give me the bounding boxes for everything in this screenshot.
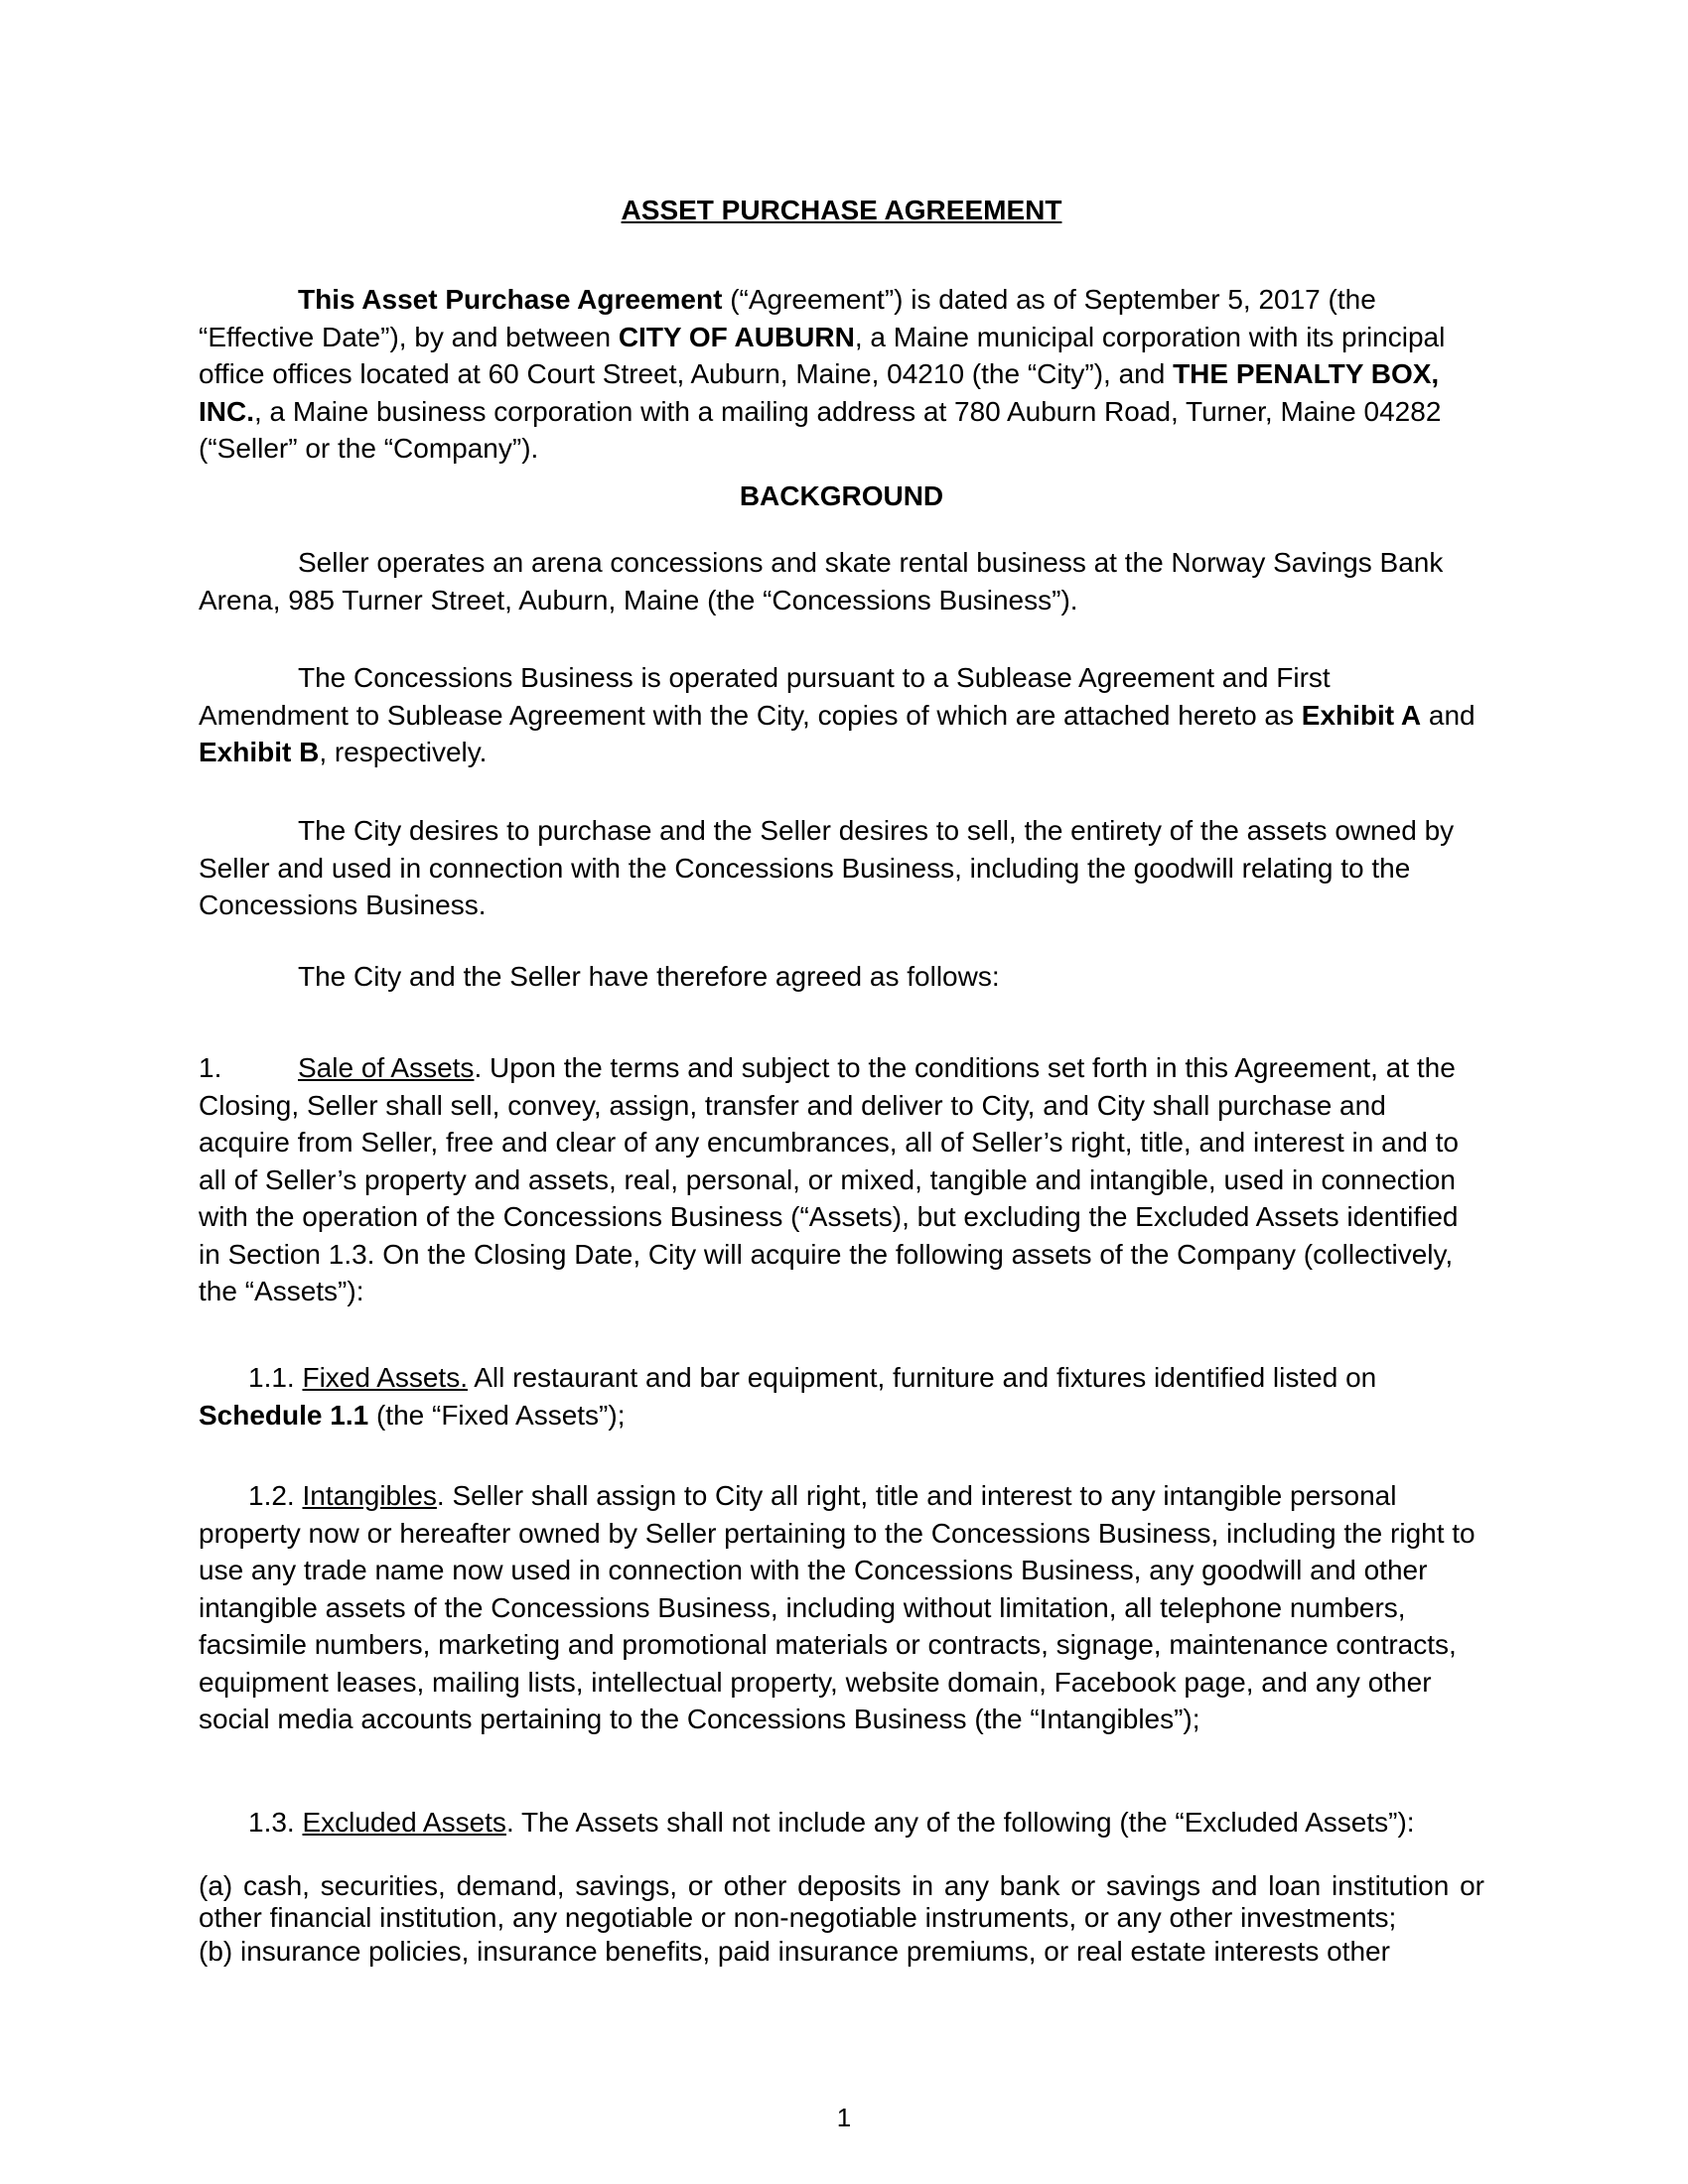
exhibit-a: Exhibit A [1301, 699, 1422, 731]
section-1-number: 1. [199, 1052, 222, 1083]
background-paragraph-2 [199, 659, 1484, 771]
excluded-item-b: (b) insurance policies, insurance benefits, paid insurance premiums, or real estate interests other [199, 1936, 1390, 1967]
section-1-sale-of-assets [199, 1049, 1484, 1310]
document-title: ASSET PURCHASE AGREEMENT [621, 195, 1062, 225]
section-1-2-intangibles [199, 1477, 1484, 1738]
bg2-text-1: The Concessions Business is operated pursuant to a Sublease Agreement and First Amendment to Sublease Agreement with the City, copies of which are attached hereto as [199, 662, 1331, 731]
intro-paragraph [199, 281, 1484, 468]
intro-text-3: , a Maine business corporation with a mailing address at 780 Auburn Road, Turner, Maine 04282 (“Seller” or the “Company”). [199, 395, 1442, 464]
exhibit-b: Exhibit B [199, 737, 320, 767]
section-1-1-heading: Fixed Assets. [302, 1362, 468, 1393]
background-paragraph-1: Seller operates an arena concessions and skate rental business at the Norway Savings Bank Arena, 985 Turner Street, Auburn, Maine (the “Concessions Business”). [199, 547, 1444, 615]
section-1-2-text: . Seller shall assign to City all right, title and interest to any intangible personal property now or hereafter owned by Seller pertaining to the Concessions Business, including the right to use any trade name now used in connection with the Concessions Business, any goodwill and other intangible assets of the Concessions Business, including without limitation, all telephone numbers, facsimile numbers, marketing and promotional materials or contracts, signage, maintenance contracts, equipment leases, mailing lists, intellectual property, website domain, Facebook page, and any other social media accounts pertaining to the Concessions Business (the “Intangibles”); [199, 1480, 1476, 1734]
agreement-name: This Asset Purchase Agreement [298, 284, 723, 315]
intro-text-1: (“Agreement”) is dated as of September 5, 2017 (the “Effective Date”), by and between [199, 284, 1376, 352]
section-1-3-heading: Excluded Assets [302, 1807, 506, 1838]
section-1-3-excluded-assets [199, 1804, 1484, 1842]
excluded-item-a: (a) cash, securities, demand, savings, or other deposits in any bank or savings and loan institution or other financial institution, any negotiable or non-negotiable instruments, or any other investments; [199, 1870, 1484, 1933]
section-1-2-number: 1.2. [248, 1480, 303, 1511]
page-number: 1 [836, 2103, 852, 2132]
section-1-1-text-1: All restaurant and bar equipment, furniture and fixtures identified listed on [468, 1362, 1377, 1393]
section-1-1-text-2: (the “Fixed Assets”); [368, 1399, 626, 1431]
section-1-heading: Sale of Assets [298, 1052, 475, 1083]
section-1-1-number: 1.1. [248, 1362, 303, 1393]
section-1-text: . Upon the terms and subject to the conditions set forth in this Agreement, at the Closing, Seller shall sell, convey, assign, transfer and deliver to City, and City shall purchase and acquire from Seller, free and clear of any encumbrances, all of Seller’s right, title, and interest in and to all of Seller’s property and assets, real, personal, or mixed, tangible and intangible, used in connection with the operation of the Concessions Business (“Assets), but excluding the Excluded Assets identified in Section 1.3. On the Closing Date, City will acquire the following assets of the Company (collectively, the “Assets”): [199, 1052, 1459, 1306]
bg2-text-2: and [1421, 699, 1476, 731]
party-seller: THE PENALTY BOX, INC. [199, 358, 1440, 427]
background-paragraph-3: The City desires to purchase and the Seller desires to sell, the entirety of the assets owned by Seller and used in connection with the Concessions Business, including the goodwill relating to the Concessions Business. [199, 815, 1455, 920]
section-1-2-heading: Intangibles [302, 1480, 437, 1511]
section-1-3-number: 1.3. [248, 1807, 303, 1838]
bg2-text-3: , respectively. [319, 737, 488, 767]
intro-text-2: , a Maine municipal corporation with its principal office offices located at 60 Court Street, Auburn, Maine, 04210 (the “City”), and [199, 321, 1446, 389]
party-city: CITY OF AUBURN [618, 321, 855, 352]
background-heading: BACKGROUND [739, 480, 944, 511]
section-1-1-fixed-assets [199, 1359, 1484, 1433]
background-paragraph-4: The City and the Seller have therefore agreed as follows: [298, 961, 1000, 992]
schedule-1-1: Schedule 1.1 [199, 1399, 369, 1431]
section-1-3-text: . The Assets shall not include any of the following (the “Excluded Assets”): [505, 1807, 1415, 1838]
